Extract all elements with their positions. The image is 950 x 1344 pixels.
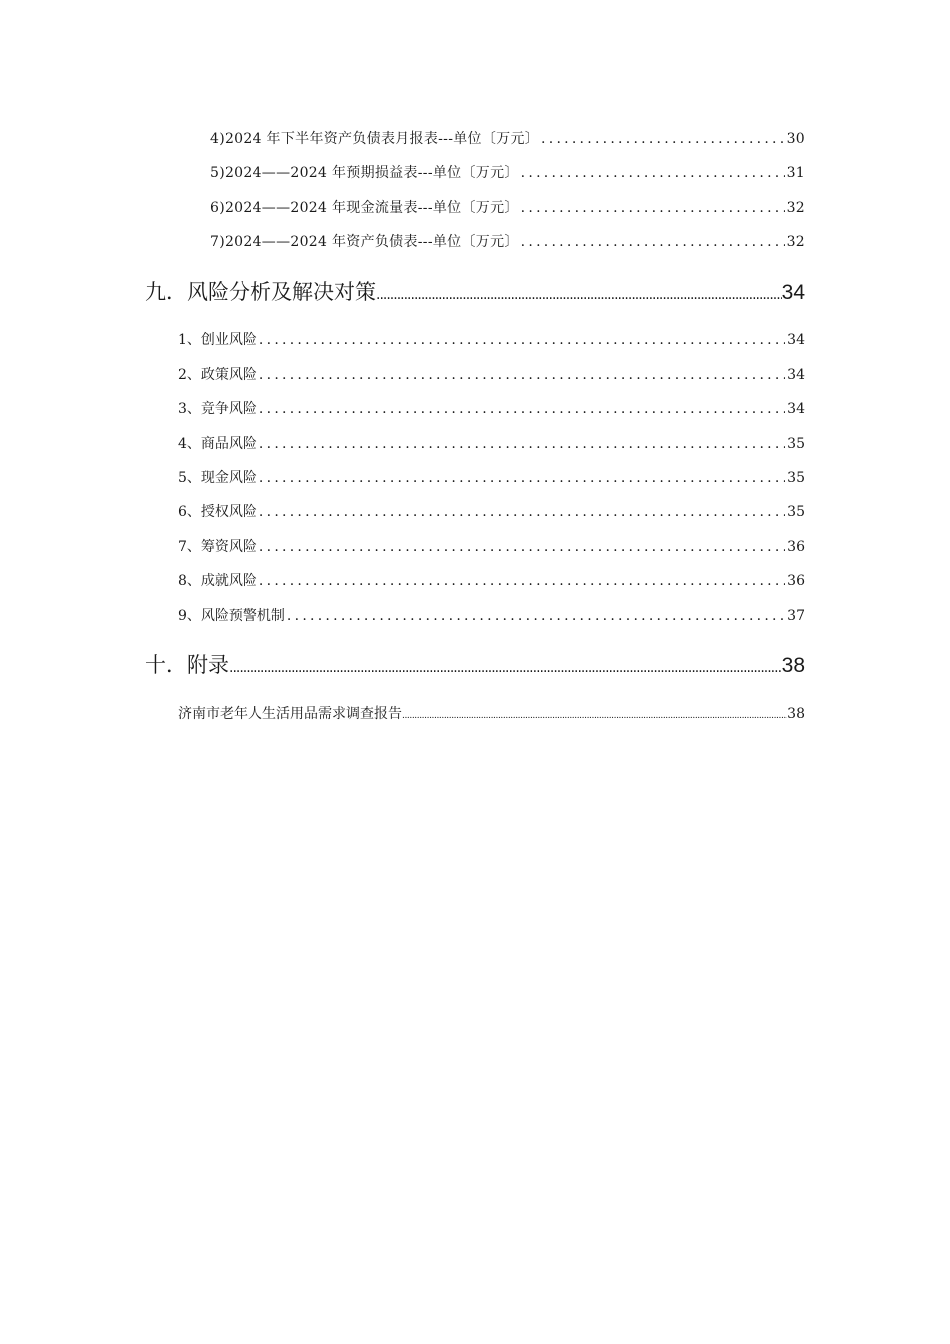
chapter-title: 十．附录 (145, 653, 229, 677)
toc-entry[interactable] (178, 501, 805, 521)
toc-entry-page: 35 (787, 470, 805, 486)
toc-entry-title: 8、成就风险 (178, 573, 257, 589)
toc-entry[interactable] (178, 364, 805, 384)
dot-leader (541, 131, 785, 147)
toc-entry-title: 2、政策风险 (178, 367, 257, 383)
toc-entry-title: 6)2024——2024 年现金流量表---单位〔万元〕 (210, 200, 519, 216)
dot-leader (259, 332, 785, 348)
toc-entry[interactable] (178, 605, 805, 625)
toc-entry[interactable] (210, 162, 805, 182)
dot-leader (259, 436, 785, 452)
dot-leader (521, 234, 785, 250)
toc-entry-title: 4、商品风险 (178, 436, 257, 452)
chapter-page: 34 (781, 281, 805, 304)
chapter-title: 九．风险分析及解决对策 (145, 280, 376, 304)
dot-leader (402, 711, 787, 721)
toc-entry[interactable] (178, 467, 805, 487)
toc-entry-page: 35 (787, 436, 805, 452)
toc-entry-page: 34 (787, 401, 805, 417)
dot-leader (287, 608, 785, 624)
dot-leader (259, 573, 785, 589)
toc-entry[interactable] (210, 128, 805, 148)
dot-leader (521, 165, 785, 181)
toc-entry-title: 7)2024——2024 年资产负债表---单位〔万元〕 (210, 234, 519, 250)
dot-leader (259, 539, 785, 555)
toc-entry[interactable] (210, 231, 805, 251)
toc-entry[interactable] (178, 398, 805, 418)
dot-leader (229, 660, 782, 676)
toc-entry-page: 35 (787, 504, 805, 520)
toc-entry-title: 1、创业风险 (178, 332, 257, 348)
toc-entry[interactable] (178, 536, 805, 556)
toc-entry-title: 5)2024——2024 年预期损益表---单位〔万元〕 (210, 165, 519, 181)
toc-entry-page: 34 (787, 367, 805, 383)
toc-entry-page: 32 (786, 234, 805, 250)
toc-chapter-heading[interactable] (145, 276, 805, 306)
toc-entry[interactable] (210, 197, 805, 217)
toc-entry-page: 37 (787, 608, 805, 624)
toc-entry-page: 34 (787, 332, 805, 348)
dot-leader (376, 287, 782, 303)
toc-entry[interactable] (178, 703, 805, 723)
toc-entry-title: 9、风险预警机制 (178, 608, 285, 624)
dot-leader (259, 367, 785, 383)
toc-entry-title: 6、授权风险 (178, 504, 257, 520)
toc-entry-page: 32 (786, 200, 805, 216)
toc-entry-page: 30 (786, 131, 805, 147)
toc-entry-title: 7、筹资风险 (178, 539, 257, 555)
toc-entry[interactable] (178, 433, 805, 453)
dot-leader (259, 504, 785, 520)
dot-leader (521, 200, 785, 216)
toc-chapter-heading[interactable] (145, 649, 805, 679)
toc-entry-title: 济南市老年人生活用品需求调查报告 (178, 706, 402, 722)
toc-entry-page: 36 (787, 539, 805, 555)
toc-entry-page: 38 (787, 706, 805, 722)
dot-leader (259, 470, 785, 486)
toc-entry-title: 3、竞争风险 (178, 401, 257, 417)
toc-entry-page: 31 (786, 165, 805, 181)
toc-entry-title: 4)2024 年下半年资产负债表月报表---单位〔万元〕 (210, 131, 540, 147)
toc-entry-title: 5、现金风险 (178, 470, 257, 486)
chapter-page: 38 (781, 654, 805, 677)
toc-entry[interactable] (178, 570, 805, 590)
dot-leader (259, 401, 785, 417)
toc-entry-page: 36 (787, 573, 805, 589)
toc-entry[interactable] (178, 329, 805, 349)
